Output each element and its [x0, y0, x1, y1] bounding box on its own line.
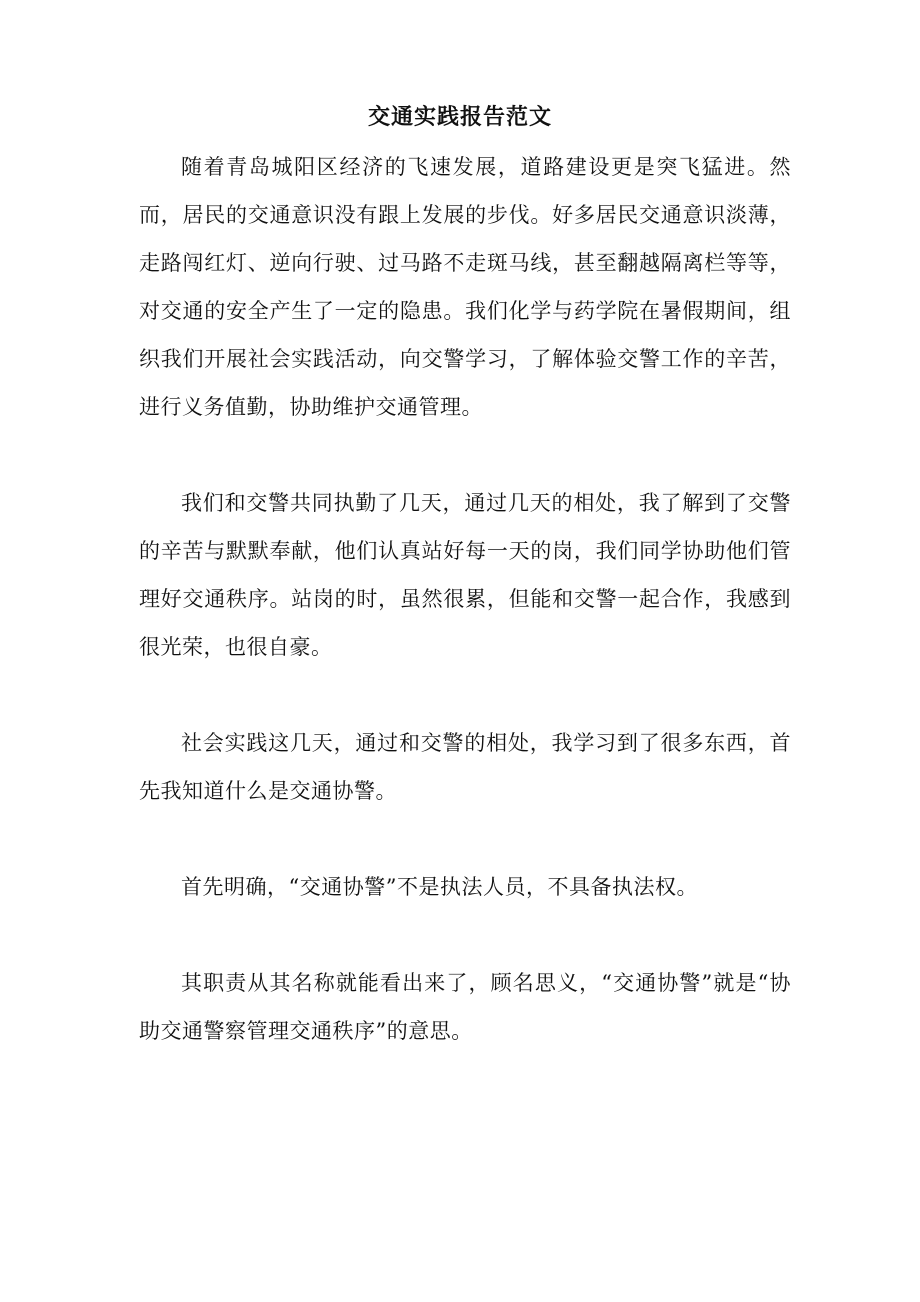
document-title: 交通实践报告范文	[367, 104, 552, 130]
paragraph: 随着青岛城阳区经济的飞速发展，道路建设更是突飞猛进。然而，居民的交通意识没有跟上发展的步伐。好多居民交通意识淡薄，走路闯红灯、逆向行驶、过马路不走斑马线，甚至翻越隔离栏等等，对交通的安全产生了一定的隐患。我们化学与药学院在暑假期间，组织我们开展社会实践活动，向交警学习，了解体验交警工作的辛苦，进行义务值勤，协助维护交通管理。	[139, 155, 791, 419]
paragraph-spacer	[139, 815, 791, 863]
paragraph-spacer	[139, 671, 791, 719]
document-body	[139, 143, 791, 1055]
paragraph: 首先明确，“交通协警”不是执法人员，不具备执法权。	[181, 875, 698, 899]
paragraph: 我们和交警共同执勤了几天，通过几天的相处，我了解到了交警的辛苦与默默奉献，他们认真站好每一天的岗，我们同学协助他们管理好交通秩序。站岗的时，虽然很累，但能和交警一起合作，我感到很光荣，也很自豪。	[139, 491, 791, 659]
paragraph-spacer	[139, 911, 791, 959]
paragraph: 社会实践这几天，通过和交警的相处，我学习到了很多东西，首先我知道什么是交通协警。	[139, 731, 791, 803]
paragraph-spacer	[139, 431, 791, 479]
paragraph: 其职责从其名称就能看出来了，顾名思义，“交通协警”就是“协助交通警察管理交通秩序”的意思。	[139, 971, 791, 1043]
